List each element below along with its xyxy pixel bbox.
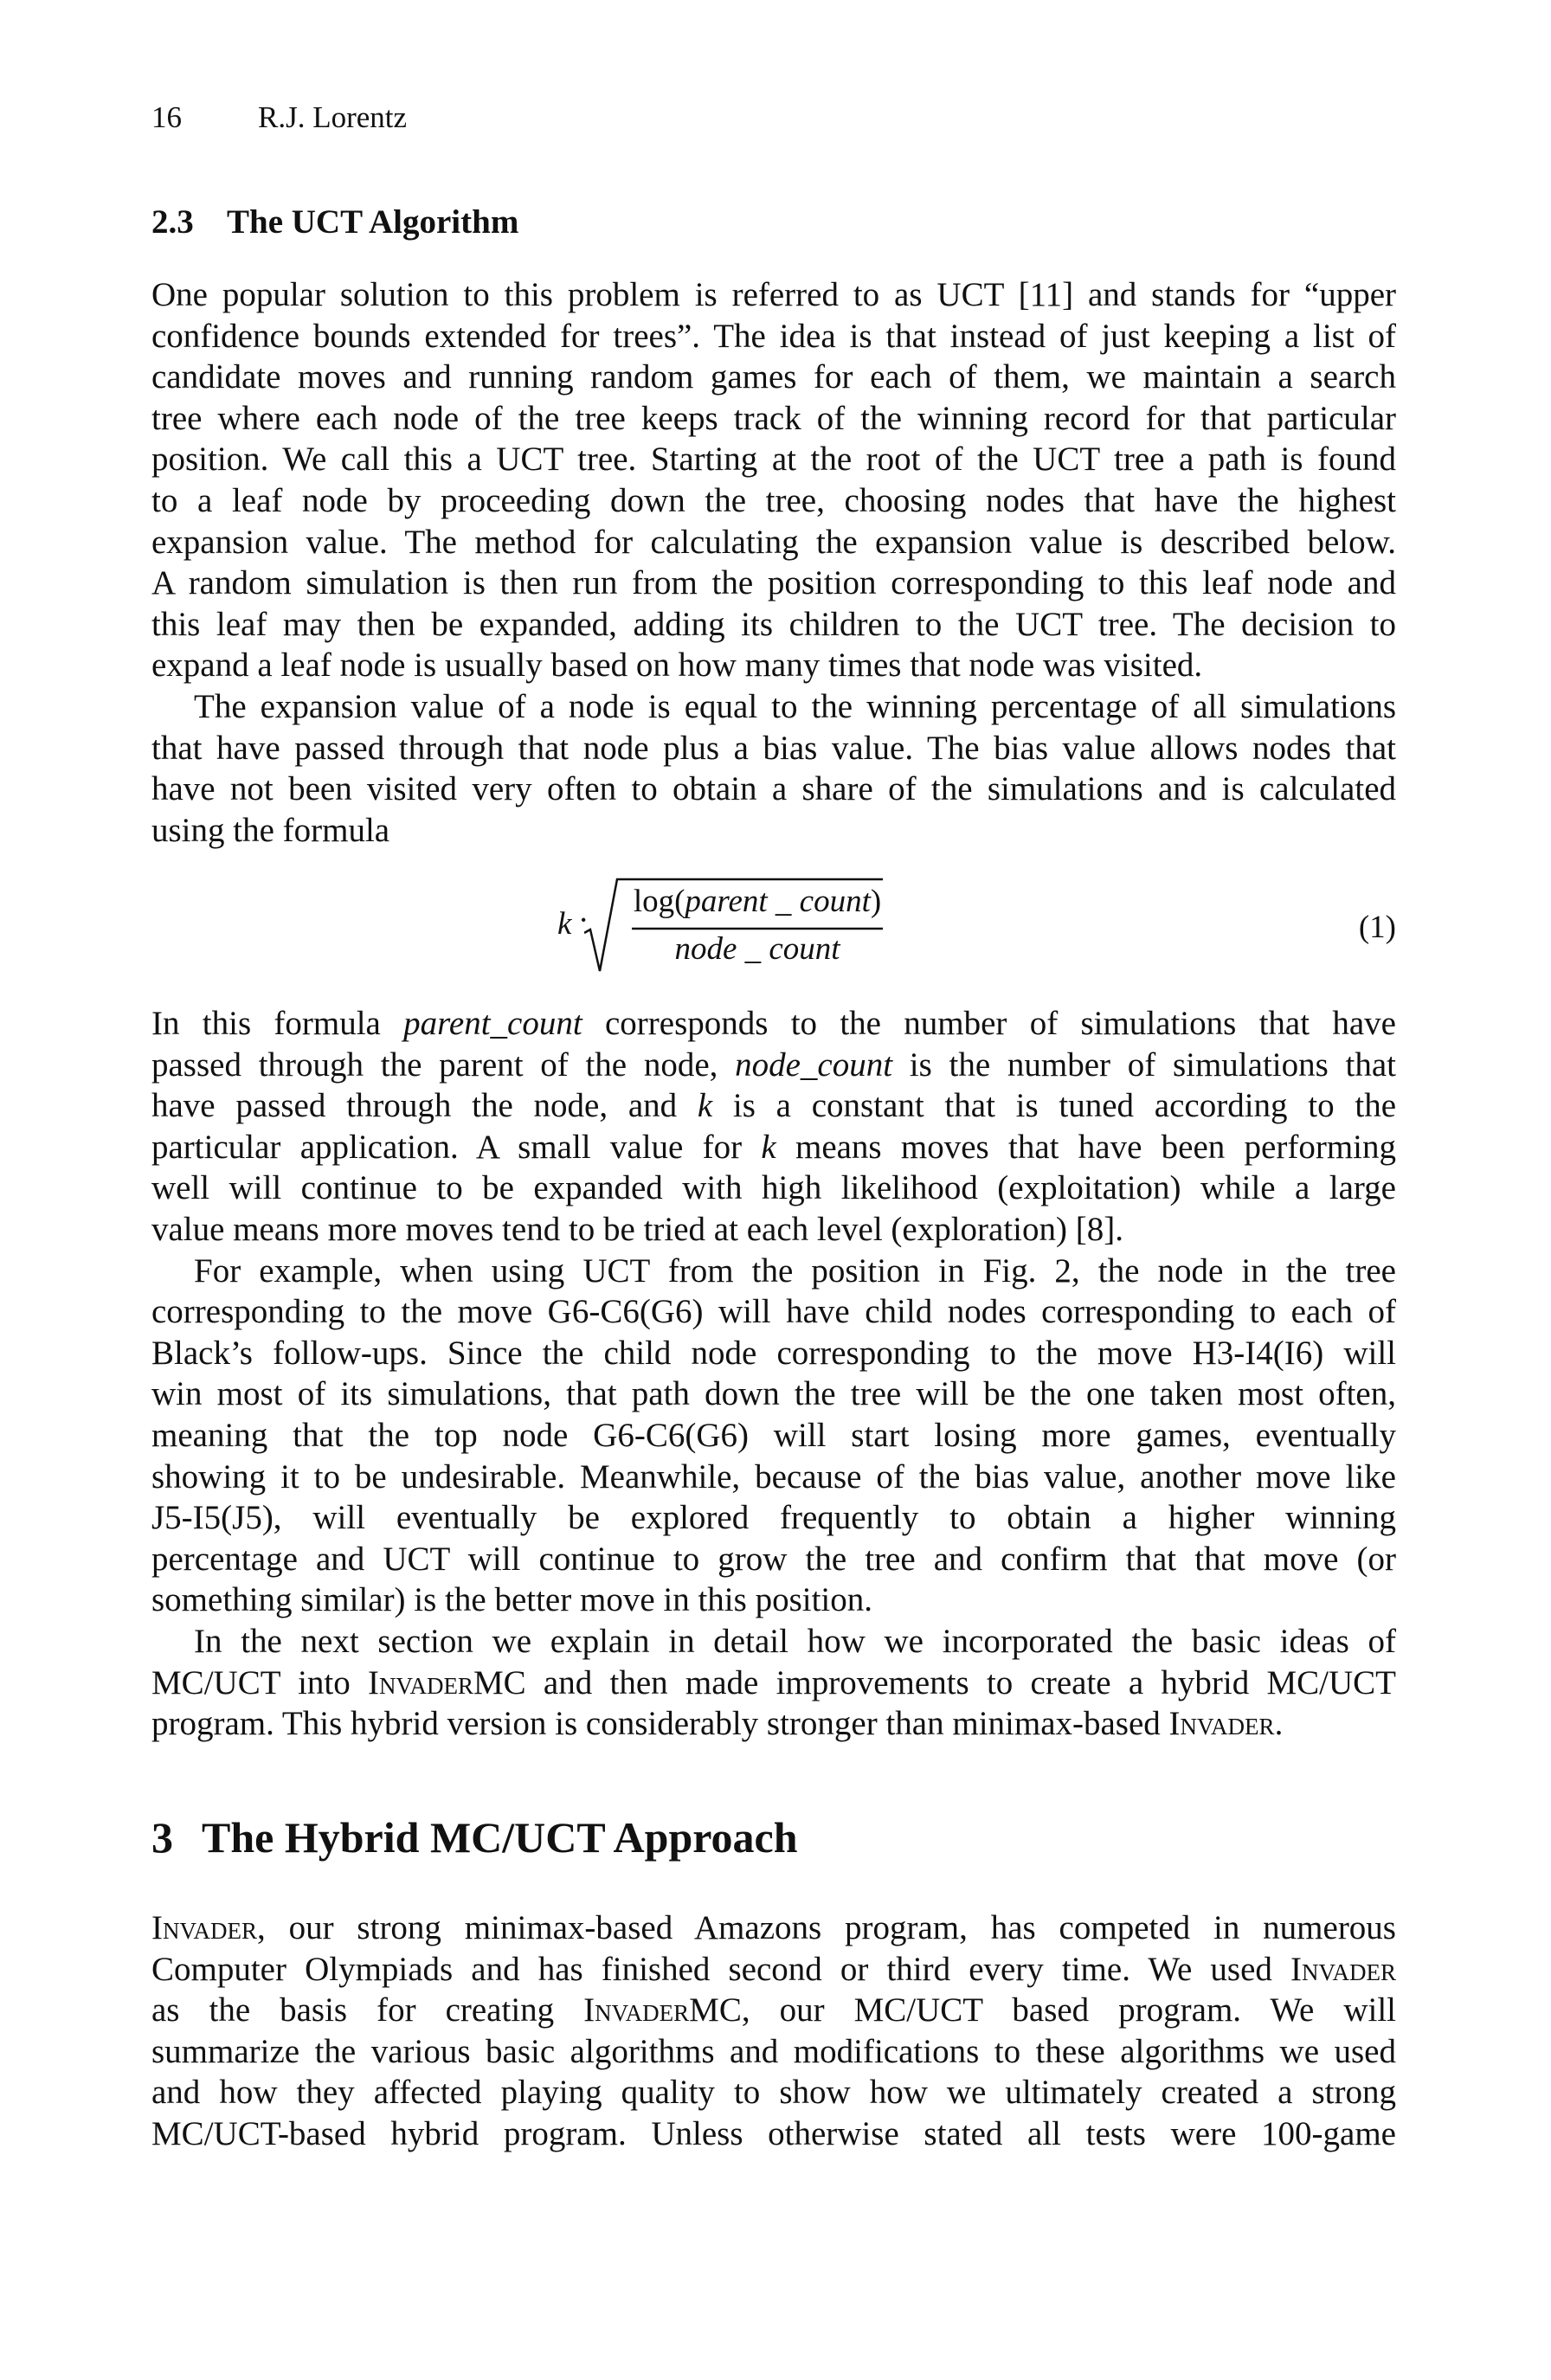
body-text-block-2 bbox=[151, 1003, 1396, 1745]
text-line: to a leaf node by proceeding down the tree, choosing nodes that have the highest bbox=[151, 481, 1396, 519]
paragraph bbox=[151, 274, 1396, 686]
text-line: that have passed through that node plus a bias value. The bias value allows nodes that bbox=[151, 729, 1396, 767]
subsection-number: 2.3 bbox=[151, 203, 194, 241]
page-number: 16 bbox=[151, 100, 182, 134]
text-line: have not been visited very often to obtain a share of the simulations and is calculated bbox=[151, 770, 1396, 808]
text-line: and how they affected playing quality to show how we ultimately created a strong bbox=[151, 2074, 1396, 2112]
paragraph bbox=[151, 1003, 1396, 1251]
text-line: corresponding to the move G6-C6(G6) will have child nodes corresponding to each of bbox=[151, 1293, 1396, 1331]
text-line: well will continue to be expanded with high likelihood (exploitation) while a large bbox=[151, 1169, 1396, 1207]
equation-number: (1) bbox=[1358, 910, 1396, 945]
text-line: MC/UCT-based hybrid program. Unless otherwise stated all tests were 100-game bbox=[151, 2114, 1396, 2152]
text-line: The expansion value of a node is equal to the winning percentage of all simulations bbox=[194, 687, 1396, 725]
text-line: A random simulation is then run from the position corresponding to this leaf node and bbox=[151, 564, 1396, 602]
text-line: tree where each node of the tree keeps track of the winning record for that particular bbox=[151, 399, 1396, 437]
text-line: program. This hybrid version is considerably stronger than minimax-based Invader. bbox=[151, 1705, 1284, 1743]
text-line: expand a leaf node is usually based on how many times that node was visited. bbox=[151, 646, 1203, 685]
body-text-block-3 bbox=[151, 1907, 1396, 2155]
running-head bbox=[151, 97, 408, 138]
text-line: candidate moves and running random games for each of them, we maintain a search bbox=[151, 358, 1396, 396]
text-line: Invader, our strong minimax-based Amazons program, has competed in numerous bbox=[151, 1909, 1396, 1946]
text-line: something similar) is the better move in this position. bbox=[151, 1581, 872, 1619]
formula-denominator: node _ count bbox=[674, 931, 840, 967]
text-line: One popular solution to this problem is referred to as UCT [11] and stands for “upper bbox=[151, 276, 1396, 313]
subsection-heading bbox=[151, 202, 519, 243]
text-line: In the next section we explain in detail how we incorporated the basic ideas of bbox=[194, 1622, 1396, 1660]
text-line: For example, when using UCT from the position in Fig. 2, the node in the tree bbox=[194, 1251, 1396, 1290]
text-line: using the formula bbox=[151, 811, 390, 849]
text-line: confidence bounds extended for trees”. The idea is that instead of just keeping a list of bbox=[151, 317, 1396, 355]
running-head-author: R.J. Lorentz bbox=[258, 100, 408, 134]
text-line: showing it to be undesirable. Meanwhile, because of the bias value, another move like bbox=[151, 1457, 1396, 1496]
formula-numerator: log(parent _ count) bbox=[633, 884, 882, 919]
text-line: passed through the parent of the node, node_count is the number of simulations that bbox=[151, 1045, 1396, 1084]
section-number: 3 bbox=[151, 1813, 173, 1862]
text-line: win most of its simulations, that path down the tree will be the one taken most often, bbox=[151, 1375, 1396, 1413]
text-line: Computer Olympiads and has finished second or third every time. We used Invader bbox=[151, 1950, 1396, 1988]
subsection-title: The UCT Algorithm bbox=[227, 203, 519, 241]
text-line: In this formula parent_count corresponds to the number of simulations that have bbox=[151, 1005, 1396, 1042]
paragraph bbox=[151, 686, 1396, 851]
paragraph bbox=[151, 1907, 1396, 2155]
text-line: percentage and UCT will continue to grow the tree and confirm that that move (or bbox=[151, 1540, 1396, 1578]
text-line: have passed through the node, and k is a constant that is tuned according to the bbox=[151, 1087, 1396, 1125]
text-line: MC/UCT into InvaderMC and then made improvements to create a hybrid MC/UCT bbox=[151, 1663, 1396, 1701]
equation-1 bbox=[545, 874, 1411, 987]
text-line: particular application. A small value for k means moves that have been performing bbox=[151, 1128, 1396, 1166]
text-line: position. We call this a UCT tree. Starting at the root of the UCT tree a path is found bbox=[151, 441, 1396, 479]
text-line: this leaf may then be expanded, adding its children to the UCT tree. The decision to bbox=[151, 605, 1396, 643]
text-line: summarize the various basic algorithms and modifications to these algorithms we used bbox=[151, 2032, 1396, 2070]
body-text-block-1 bbox=[151, 274, 1396, 851]
section-title: The Hybrid MC/UCT Approach bbox=[202, 1813, 798, 1862]
text-line: Black’s follow-ups. Since the child node corresponding to the move H3-I4(I6) will bbox=[151, 1334, 1396, 1372]
text-line: meaning that the top node G6-C6(G6) will start losing more games, eventually bbox=[151, 1416, 1396, 1454]
paragraph bbox=[151, 1251, 1396, 1621]
paragraph bbox=[151, 1621, 1396, 1745]
text-line: expansion value. The method for calculating the expansion value is described below. bbox=[151, 523, 1396, 561]
text-line: as the basis for creating InvaderMC, our MC/UCT based program. We will bbox=[151, 1991, 1396, 2029]
text-line: J5-I5(J5), will eventually be explored frequently to obtain a higher winning bbox=[151, 1499, 1396, 1537]
formula-dot: · bbox=[578, 903, 589, 938]
formula-k: k bbox=[557, 906, 572, 942]
text-line: value means more moves tend to be tried at each level (exploration) [8]. bbox=[151, 1210, 1123, 1248]
section-heading bbox=[151, 1813, 798, 1862]
